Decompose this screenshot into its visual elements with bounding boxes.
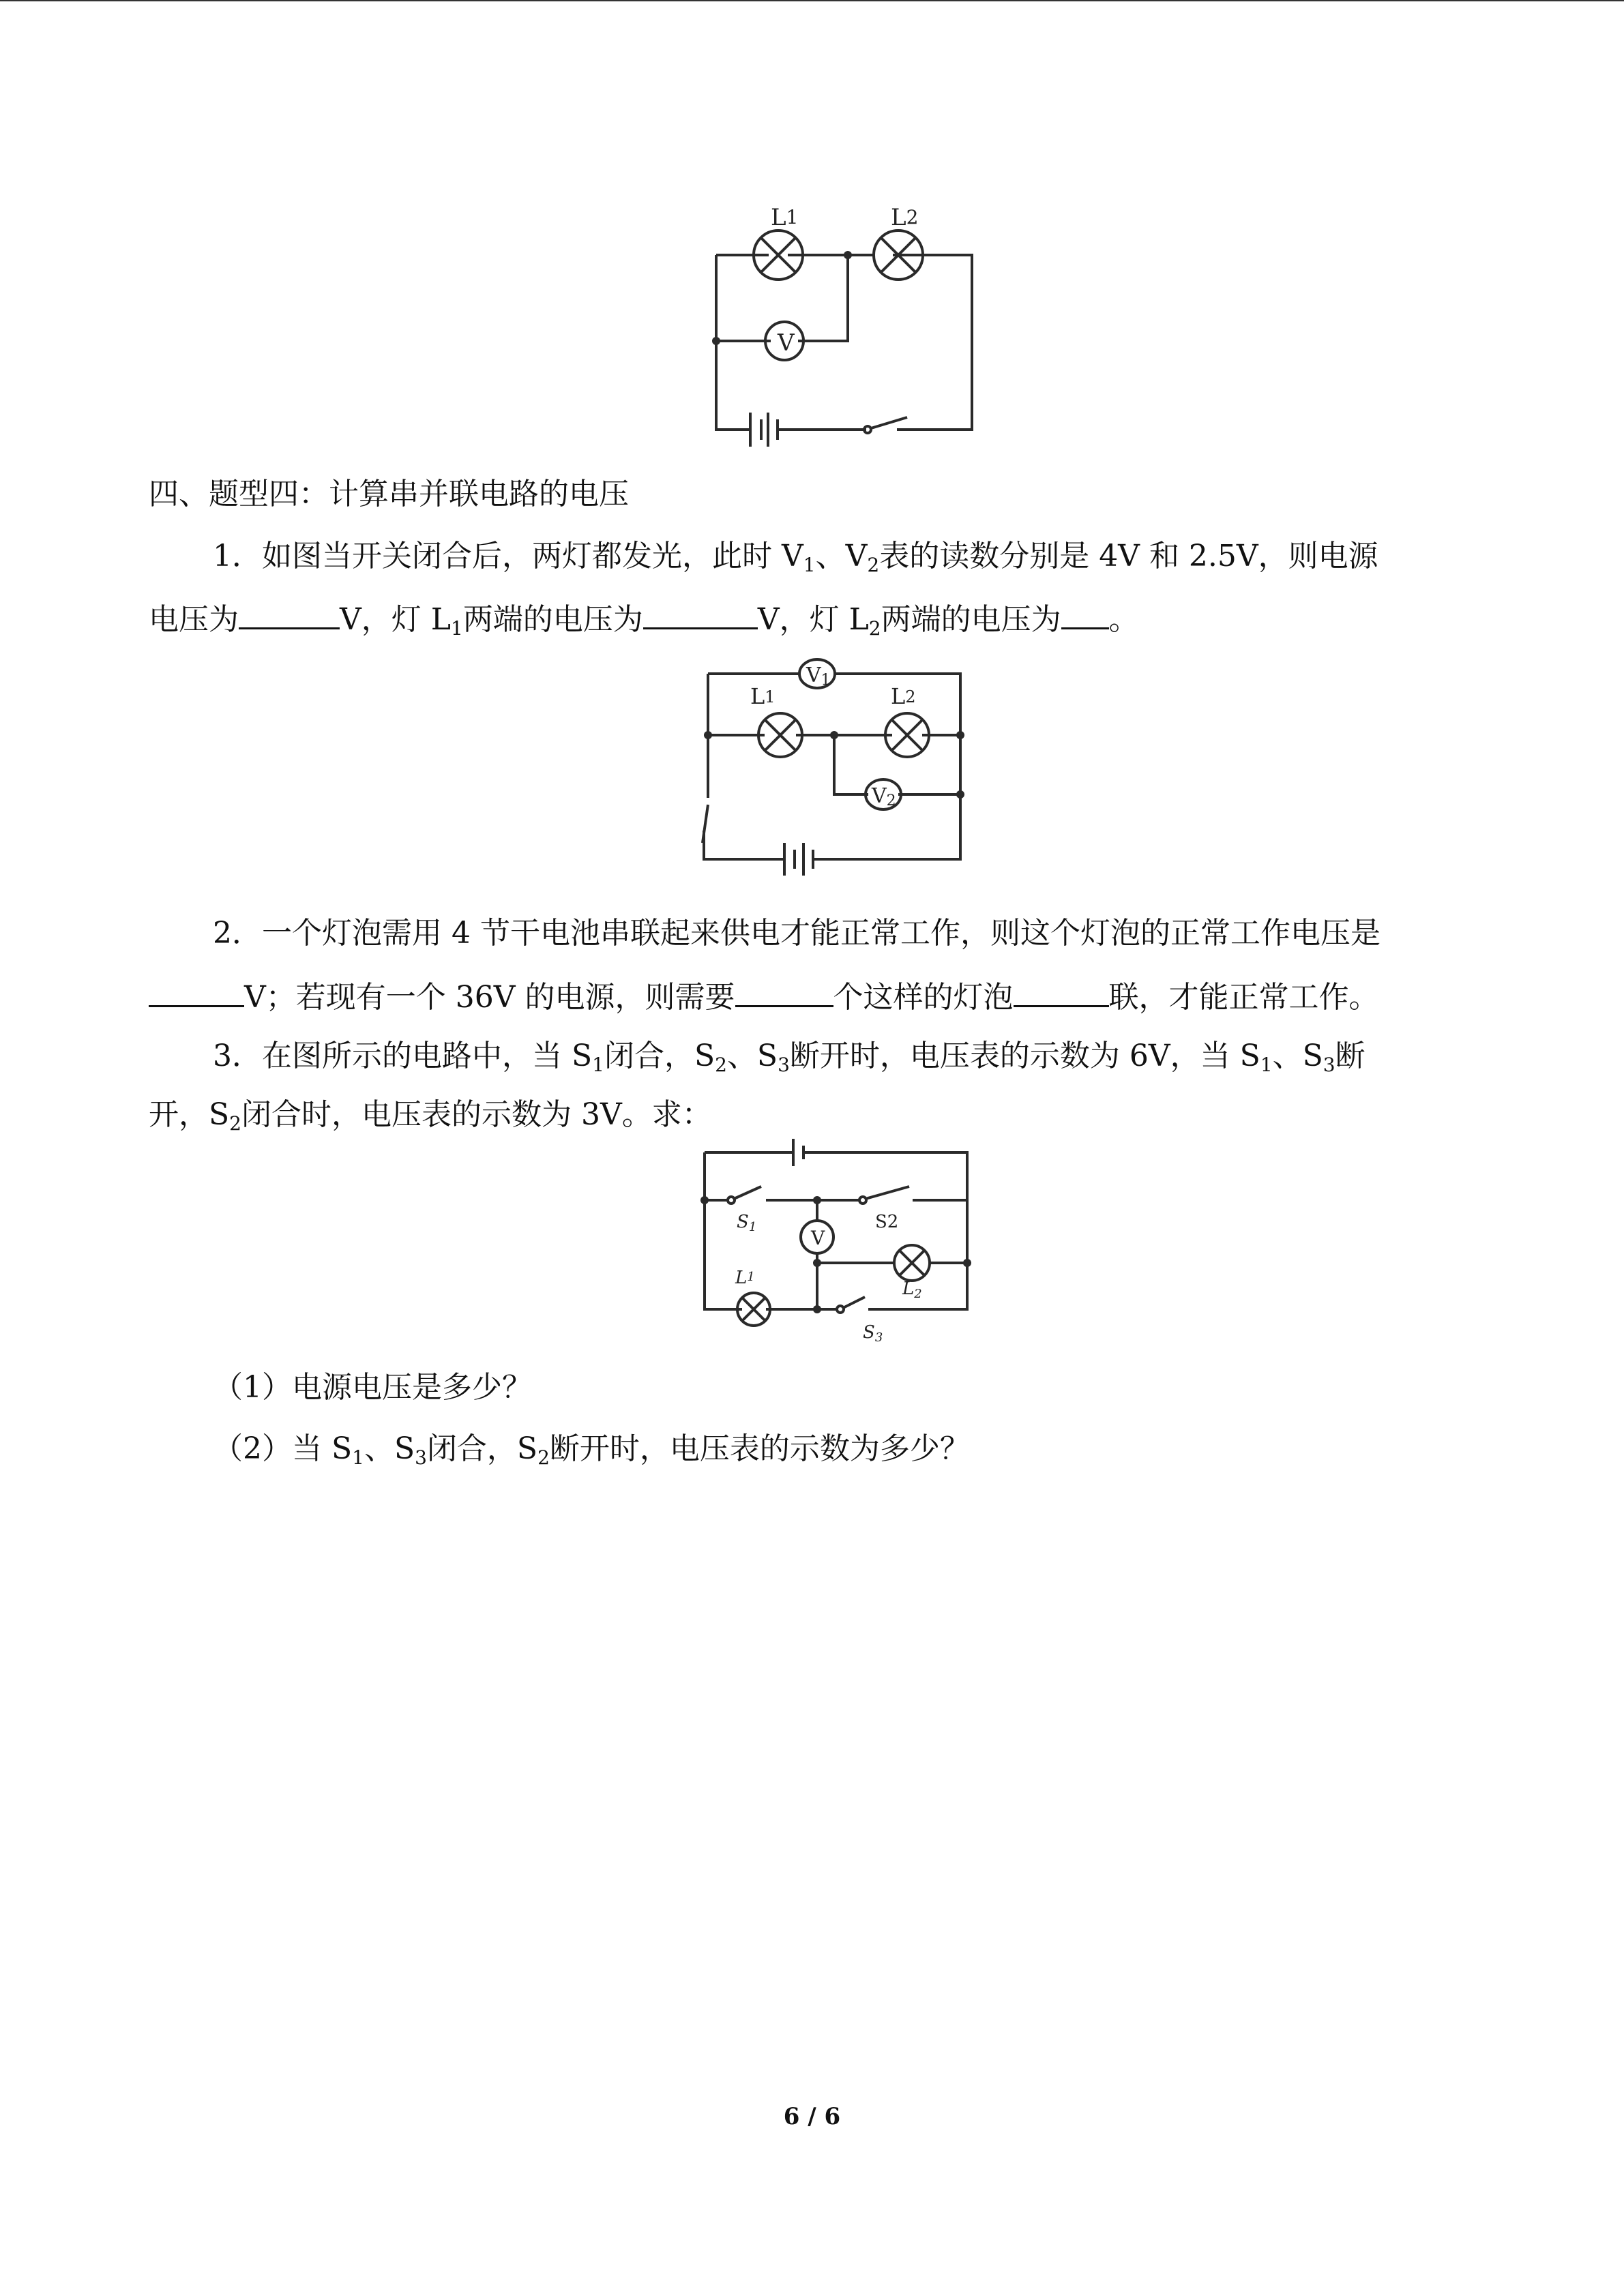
switch-s1-label: S bbox=[737, 1212, 749, 1232]
answer-blank[interactable] bbox=[735, 975, 833, 1007]
q1-line1: 1．如图当开关闭合后，两灯都发光，此时 $V_1$、$V_2$表的读数分别是 4V 和 2.5V，则电源 bbox=[213, 539, 1378, 576]
voltmeter-v1-label: V bbox=[806, 664, 821, 687]
section-title: 四、题型四：计算串并联电路的电压 bbox=[149, 477, 629, 511]
circuit-figure-top bbox=[709, 198, 982, 443]
q2-line1: 2．一个灯泡需用 4 节干电池串联起来供电才能正常工作，则这个灯泡的正常工作电压是 bbox=[213, 916, 1381, 951]
voltmeter-label: V bbox=[778, 329, 795, 357]
svg-text:V2: V2 bbox=[872, 784, 896, 809]
voltmeter-v2-label: V bbox=[872, 784, 887, 808]
answer-blank[interactable] bbox=[239, 597, 340, 629]
svg-text:V1: V1 bbox=[806, 664, 831, 689]
page-number: 6 / 6 bbox=[783, 2103, 841, 2130]
circuit-figure-q3 bbox=[701, 1132, 988, 1350]
q3-line1: 3．在图所示的电路中，当 $S_1$闭合，$S_2$、$S_3$断开时，电压表的示数为 6V，当 $S_1$、$S_3$断 bbox=[213, 1039, 1365, 1076]
lamp-l2-label: L bbox=[891, 683, 906, 709]
svg-text:L2: L2 bbox=[891, 204, 919, 231]
answer-blank[interactable] bbox=[149, 975, 244, 1007]
q2-line2: V；若现有一个 36V 的电源，则需要 个这样的灯泡 联，才能正常工作。 bbox=[149, 975, 1379, 1017]
q3-line2: 开，$S_2$闭合时，电压表的示数为 3V。求： bbox=[149, 1097, 712, 1135]
lamp-l1-label: L bbox=[750, 683, 765, 709]
circuit-figure-q1 bbox=[703, 655, 989, 880]
svg-text:L2: L2 bbox=[902, 1279, 922, 1301]
svg-text:S1: S1 bbox=[737, 1212, 757, 1234]
svg-text:L1: L1 bbox=[735, 1268, 755, 1288]
lamp-l1-label: L bbox=[735, 1268, 748, 1288]
svg-text:S3: S3 bbox=[863, 1322, 883, 1345]
svg-text:L2: L2 bbox=[891, 683, 916, 709]
q1-line2: 电压为 V，灯 $L_1$两端的电压为 V，灯 $L_2$两端的电压为 。 bbox=[149, 597, 1139, 640]
sub-question-1: （1）电源电压是多少？ bbox=[213, 1370, 532, 1405]
lamp-l1-label: L bbox=[771, 204, 786, 231]
svg-text:L1: L1 bbox=[771, 204, 799, 231]
answer-blank[interactable] bbox=[643, 597, 758, 629]
sub-question-2: （2）当 $S_1$、$S_3$闭合，$S_2$断开时，电压表的示数为多少？ bbox=[213, 1431, 970, 1469]
lamp-l2-label: L bbox=[902, 1279, 915, 1299]
answer-blank[interactable] bbox=[1061, 597, 1109, 629]
voltmeter-label: V bbox=[811, 1227, 825, 1249]
switch-s2-label: S2 bbox=[875, 1212, 899, 1232]
lamp-l2-label: L bbox=[891, 204, 906, 231]
answer-blank[interactable] bbox=[1014, 975, 1109, 1007]
svg-text:L1: L1 bbox=[750, 683, 776, 709]
switch-s3-label: S bbox=[863, 1322, 875, 1343]
